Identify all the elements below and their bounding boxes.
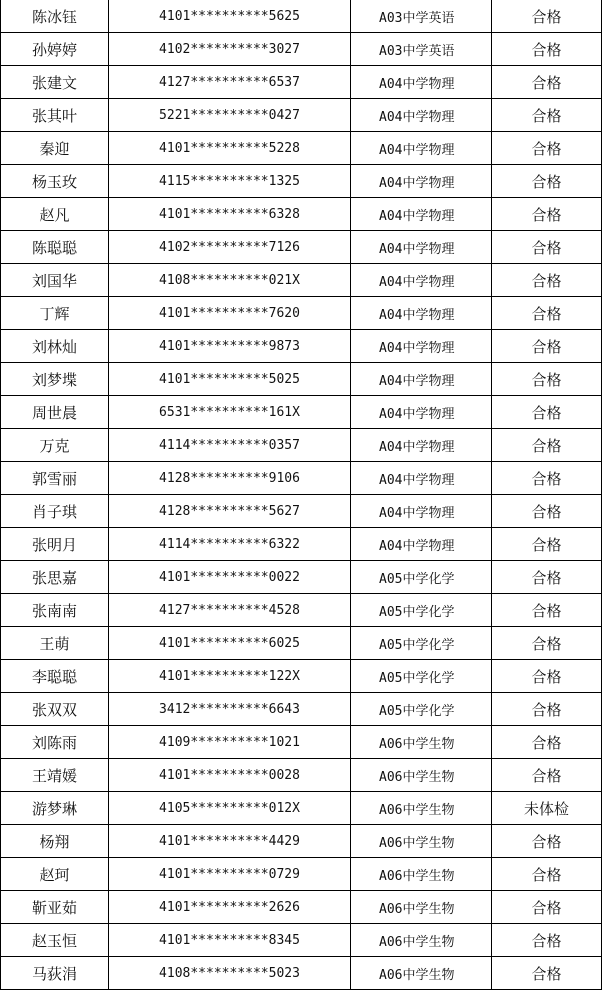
- id-number-cell: 4108**********021X: [109, 264, 351, 297]
- id-number-cell: 4101**********8345: [109, 924, 351, 957]
- table-row: [1, 297, 602, 330]
- table-row: [1, 264, 602, 297]
- result-cell: 合格: [492, 396, 602, 429]
- result-cell: 合格: [492, 363, 602, 396]
- id-number-cell: 4101**********5228: [109, 132, 351, 165]
- candidate-name-cell: 赵凡: [1, 198, 109, 231]
- result-cell: 合格: [492, 165, 602, 198]
- result-cell: 合格: [492, 726, 602, 759]
- id-number-cell: 4101**********4429: [109, 825, 351, 858]
- result-cell: 合格: [492, 0, 602, 33]
- subject-cell: A04中学物理: [351, 231, 492, 264]
- table-row: [1, 561, 602, 594]
- subject-cell: A04中学物理: [351, 528, 492, 561]
- table-row: [1, 396, 602, 429]
- candidate-name-cell: 靳亚茹: [1, 891, 109, 924]
- candidate-name-cell: 孙婷婷: [1, 33, 109, 66]
- result-cell: 合格: [492, 231, 602, 264]
- subject-cell: A06中学生物: [351, 825, 492, 858]
- result-cell: 合格: [492, 99, 602, 132]
- id-number-cell: 4101**********2626: [109, 891, 351, 924]
- subject-cell: A05中学化学: [351, 561, 492, 594]
- table-row: [1, 330, 602, 363]
- candidate-name-cell: 马荻涓: [1, 957, 109, 990]
- table-row: [1, 66, 602, 99]
- candidate-name-cell: 丁辉: [1, 297, 109, 330]
- id-number-cell: 4108**********5023: [109, 957, 351, 990]
- candidate-name-cell: 郭雪丽: [1, 462, 109, 495]
- candidate-name-cell: 杨翔: [1, 825, 109, 858]
- result-cell: 合格: [492, 330, 602, 363]
- subject-cell: A06中学生物: [351, 924, 492, 957]
- table-row: [1, 891, 602, 924]
- table-row: [1, 792, 602, 825]
- result-cell: 合格: [492, 66, 602, 99]
- table-row: [1, 132, 602, 165]
- subject-cell: A04中学物理: [351, 330, 492, 363]
- id-number-cell: 4101**********0729: [109, 858, 351, 891]
- subject-cell: A04中学物理: [351, 264, 492, 297]
- subject-cell: A04中学物理: [351, 462, 492, 495]
- candidate-name-cell: 李聪聪: [1, 660, 109, 693]
- result-cell: 合格: [492, 429, 602, 462]
- results-table-body: [1, 0, 602, 990]
- candidate-name-cell: 万克: [1, 429, 109, 462]
- id-number-cell: 4114**********6322: [109, 528, 351, 561]
- subject-cell: A04中学物理: [351, 66, 492, 99]
- id-number-cell: 3412**********6643: [109, 693, 351, 726]
- id-number-cell: 4101**********5025: [109, 363, 351, 396]
- result-cell: 合格: [492, 858, 602, 891]
- table-row: [1, 99, 602, 132]
- subject-cell: A04中学物理: [351, 165, 492, 198]
- subject-cell: A03中学英语: [351, 0, 492, 33]
- result-cell: 合格: [492, 825, 602, 858]
- table-row: [1, 759, 602, 792]
- table-row: [1, 726, 602, 759]
- id-number-cell: 4127**********6537: [109, 66, 351, 99]
- table-row: [1, 429, 602, 462]
- table-row: [1, 495, 602, 528]
- candidate-name-cell: 陈冰钰: [1, 0, 109, 33]
- candidate-name-cell: 周世晨: [1, 396, 109, 429]
- result-cell: 合格: [492, 528, 602, 561]
- subject-cell: A05中学化学: [351, 693, 492, 726]
- candidate-name-cell: 刘陈雨: [1, 726, 109, 759]
- candidate-name-cell: 肖子琪: [1, 495, 109, 528]
- candidate-name-cell: 陈聪聪: [1, 231, 109, 264]
- result-cell: 合格: [492, 759, 602, 792]
- candidate-name-cell: 张其叶: [1, 99, 109, 132]
- candidate-name-cell: 刘国华: [1, 264, 109, 297]
- id-number-cell: 5221**********0427: [109, 99, 351, 132]
- result-cell: 合格: [492, 561, 602, 594]
- result-cell: 合格: [492, 924, 602, 957]
- table-row: [1, 231, 602, 264]
- candidate-name-cell: 张建文: [1, 66, 109, 99]
- id-number-cell: 4101**********6025: [109, 627, 351, 660]
- table-row: [1, 924, 602, 957]
- candidate-name-cell: 赵珂: [1, 858, 109, 891]
- id-number-cell: 4128**********5627: [109, 495, 351, 528]
- subject-cell: A04中学物理: [351, 429, 492, 462]
- result-cell: 未体检: [492, 792, 602, 825]
- candidate-name-cell: 赵玉恒: [1, 924, 109, 957]
- subject-cell: A06中学生物: [351, 957, 492, 990]
- id-number-cell: 4101**********122X: [109, 660, 351, 693]
- subject-cell: A04中学物理: [351, 297, 492, 330]
- subject-cell: A05中学化学: [351, 594, 492, 627]
- result-cell: 合格: [492, 198, 602, 231]
- table-row: [1, 363, 602, 396]
- id-number-cell: 6531**********161X: [109, 396, 351, 429]
- table-row: [1, 957, 602, 990]
- id-number-cell: 4101**********7620: [109, 297, 351, 330]
- subject-cell: A04中学物理: [351, 363, 492, 396]
- result-cell: 合格: [492, 132, 602, 165]
- result-cell: 合格: [492, 891, 602, 924]
- result-cell: 合格: [492, 495, 602, 528]
- subject-cell: A06中学生物: [351, 792, 492, 825]
- candidate-name-cell: 张思嘉: [1, 561, 109, 594]
- subject-cell: A06中学生物: [351, 726, 492, 759]
- table-row: [1, 660, 602, 693]
- table-row: [1, 858, 602, 891]
- candidate-name-cell: 王萌: [1, 627, 109, 660]
- subject-cell: A06中学生物: [351, 891, 492, 924]
- id-number-cell: 4102**********7126: [109, 231, 351, 264]
- id-number-cell: 4101**********6328: [109, 198, 351, 231]
- id-number-cell: 4114**********0357: [109, 429, 351, 462]
- id-number-cell: 4115**********1325: [109, 165, 351, 198]
- table-row: [1, 594, 602, 627]
- subject-cell: A03中学英语: [351, 33, 492, 66]
- result-cell: 合格: [492, 264, 602, 297]
- id-number-cell: 4127**********4528: [109, 594, 351, 627]
- result-cell: 合格: [492, 297, 602, 330]
- candidate-name-cell: 张明月: [1, 528, 109, 561]
- candidate-name-cell: 刘梦堞: [1, 363, 109, 396]
- subject-cell: A05中学化学: [351, 627, 492, 660]
- result-cell: 合格: [492, 957, 602, 990]
- id-number-cell: 4102**********3027: [109, 33, 351, 66]
- id-number-cell: 4109**********1021: [109, 726, 351, 759]
- id-number-cell: 4101**********0028: [109, 759, 351, 792]
- table-row: [1, 198, 602, 231]
- candidate-name-cell: 王靖媛: [1, 759, 109, 792]
- subject-cell: A04中学物理: [351, 99, 492, 132]
- subject-cell: A06中学生物: [351, 759, 492, 792]
- candidate-name-cell: 张南南: [1, 594, 109, 627]
- result-cell: 合格: [492, 693, 602, 726]
- result-cell: 合格: [492, 462, 602, 495]
- table-row: [1, 825, 602, 858]
- id-number-cell: 4128**********9106: [109, 462, 351, 495]
- subject-cell: A06中学生物: [351, 858, 492, 891]
- table-row: [1, 462, 602, 495]
- subject-cell: A04中学物理: [351, 495, 492, 528]
- result-cell: 合格: [492, 33, 602, 66]
- id-number-cell: 4101**********9873: [109, 330, 351, 363]
- subject-cell: A04中学物理: [351, 132, 492, 165]
- id-number-cell: 4105**********012X: [109, 792, 351, 825]
- table-row: [1, 33, 602, 66]
- table-row: [1, 528, 602, 561]
- id-number-cell: 4101**********0022: [109, 561, 351, 594]
- candidate-name-cell: 游梦琳: [1, 792, 109, 825]
- result-cell: 合格: [492, 660, 602, 693]
- table-row: [1, 165, 602, 198]
- table-row: [1, 627, 602, 660]
- candidate-name-cell: 刘林灿: [1, 330, 109, 363]
- candidate-name-cell: 杨玉玫: [1, 165, 109, 198]
- table-row: [1, 693, 602, 726]
- candidate-name-cell: 秦迎: [1, 132, 109, 165]
- result-cell: 合格: [492, 627, 602, 660]
- result-cell: 合格: [492, 594, 602, 627]
- subject-cell: A05中学化学: [351, 660, 492, 693]
- candidate-name-cell: 张双双: [1, 693, 109, 726]
- table-row: [1, 0, 602, 33]
- id-number-cell: 4101**********5625: [109, 0, 351, 33]
- subject-cell: A04中学物理: [351, 396, 492, 429]
- subject-cell: A04中学物理: [351, 198, 492, 231]
